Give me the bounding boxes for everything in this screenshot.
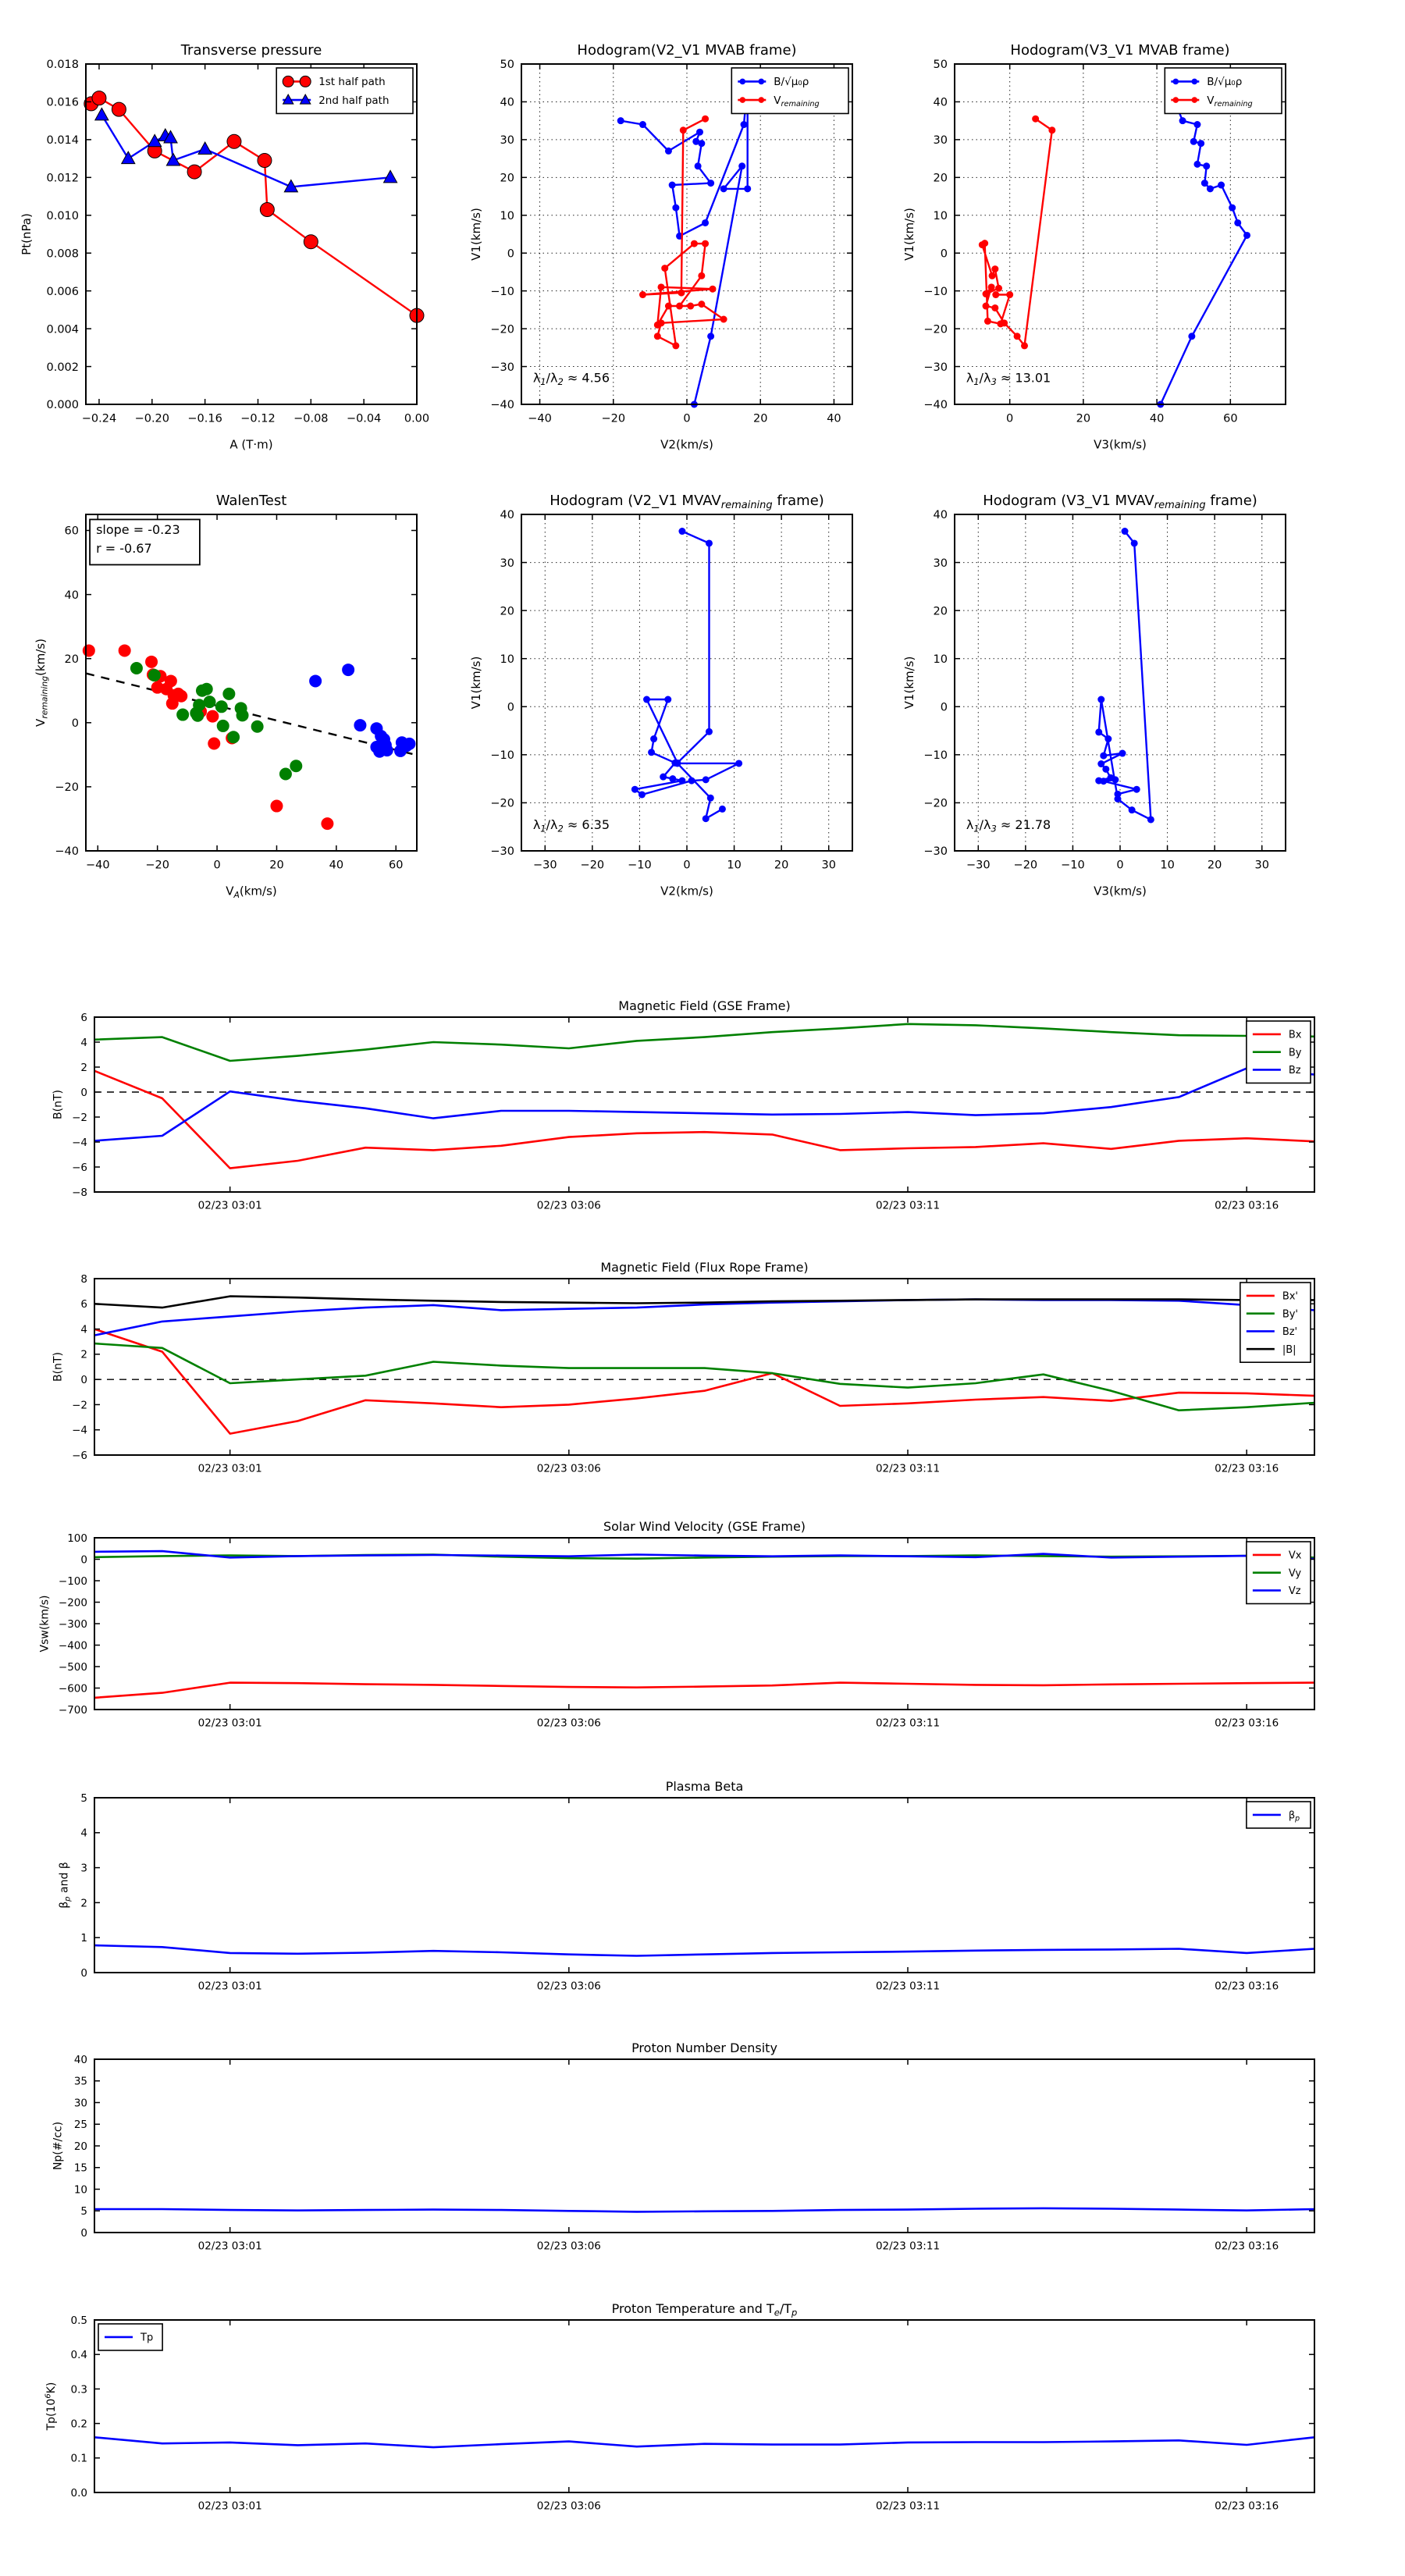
axes: [39, 1519, 1314, 1730]
y-tick-label: 0: [80, 1086, 87, 1099]
y-tick-label: 100: [67, 1532, 87, 1545]
svg-text:r = -0.67: r = -0.67: [96, 541, 152, 557]
legend-label: Vz: [1288, 1585, 1301, 1598]
legend: [1240, 1283, 1311, 1362]
y-axis-label: $Tp(10^6K)$: [44, 2382, 58, 2431]
chart-canvas-mag_gse: [52, 998, 1314, 1212]
axes: [52, 1260, 1314, 1475]
y-tick-label: −300: [58, 1617, 87, 1631]
y-tick-label: 40: [500, 96, 514, 109]
y-tick-label: −10: [923, 285, 948, 298]
y-tick-label: 10: [500, 653, 514, 666]
axes-frame: [86, 64, 417, 404]
y-tick-label: 0.4: [70, 2349, 87, 2362]
y-tick-label: −10: [490, 285, 514, 298]
legend-label: B/√μ₀ρ: [774, 76, 809, 89]
axes-frame: [94, 1798, 1314, 1973]
chart-solar-wind-velocity: [38, 1519, 1314, 1730]
y-tick-label: −20: [55, 781, 79, 795]
y-tick-label: 0.002: [46, 361, 79, 374]
series-b-: [1157, 81, 1253, 407]
x-tick-label: −30: [966, 859, 991, 872]
series-|b|: [94, 1297, 1314, 1308]
series-np: [94, 2208, 1314, 2212]
chart-walen-test: [34, 493, 417, 900]
y-tick-label: 15: [73, 2161, 87, 2175]
x-tick-label: 0: [1006, 412, 1014, 425]
axes: [44, 2301, 1314, 2513]
y-tick-label: −40: [490, 399, 514, 412]
legend: [1165, 68, 1282, 113]
y-axis-label: Pt(nPa): [20, 213, 34, 255]
series-v-hodogram: [631, 528, 742, 822]
legend: [1247, 1802, 1311, 1828]
y-tick-label: 30: [933, 557, 948, 570]
x-tick-label: 02/23 03:06: [536, 2240, 601, 2253]
ticks: [55, 514, 417, 872]
y-axis-label: B(nT): [52, 1090, 65, 1119]
chart-canvas-transverse_pressure: [20, 42, 430, 452]
ticks: [490, 509, 852, 871]
y-tick-label: 50: [500, 59, 514, 72]
y-tick-label: −30: [923, 845, 948, 859]
series-vx: [94, 1683, 1314, 1698]
y-tick-label: 20: [933, 172, 948, 185]
y-tick-label: −30: [490, 361, 514, 374]
legend-label: 1st half path: [318, 76, 386, 89]
y-tick-label: 30: [500, 134, 514, 148]
x-tick-label: 02/23 03:01: [197, 1462, 262, 1475]
x-tick-label: −30: [532, 859, 557, 872]
axes: [902, 493, 1286, 898]
x-tick-label: 40: [329, 859, 344, 872]
legend-label: $\beta_p$: [1288, 1809, 1300, 1823]
y-tick-label: 0.2: [70, 2418, 87, 2431]
x-tick-label: 02/23 03:06: [536, 1980, 601, 1993]
chart-canvas-walen_test: [34, 493, 417, 900]
y-tick-label: 4: [80, 1036, 87, 1049]
legend-label: |B|: [1282, 1343, 1297, 1356]
x-tick-label: −20: [580, 859, 605, 872]
x-tick-label: −0.24: [81, 412, 117, 425]
x-tick-label: 02/23 03:11: [875, 2500, 941, 2513]
y-tick-label: 10: [933, 209, 948, 222]
chart-magnetic-field-gse: [52, 998, 1314, 1212]
y-tick-label: 40: [73, 2053, 87, 2066]
x-tick-label: 02/23 03:01: [197, 2500, 262, 2513]
chart-hodogram-v2v1-mvab: [469, 42, 852, 452]
chart-title: Hodogram (V2_V1 $MVAV_{remaining}$ frame): [550, 493, 824, 511]
y-tick-label: −20: [923, 323, 948, 336]
ticks: [72, 1012, 1314, 1212]
series-v-remaining-: [979, 116, 1056, 350]
y-tick-label: 0: [80, 2226, 87, 2240]
y-tick-label: 0.5: [70, 2314, 87, 2327]
chart-title: Magnetic Field (GSE Frame): [618, 998, 791, 1013]
chart-title: Hodogram(V2_V1 MVAB frame): [577, 42, 797, 59]
x-tick-label: 02/23 03:06: [536, 2500, 601, 2513]
y-tick-label: −20: [490, 797, 514, 810]
chart-title: Magnetic Field (Flux Rope Frame): [600, 1260, 809, 1275]
x-tick-label: −0.08: [293, 412, 329, 425]
chart-title: Hodogram (V3_V1 $MVAV_{remaining}$ frame): [983, 493, 1257, 511]
series-tp: [94, 2437, 1314, 2447]
y-tick-label: 0: [80, 1374, 87, 1387]
y-tick-label: −40: [923, 399, 948, 412]
x-tick-label: 02/23 03:01: [197, 2240, 262, 2253]
y-tick-label: 0.016: [46, 96, 79, 109]
x-tick-label: 02/23 03:01: [197, 1199, 262, 1212]
series-v-hodogram: [1095, 528, 1154, 823]
y-tick-label: −40: [55, 845, 79, 859]
y-tick-label: −700: [58, 1703, 87, 1717]
x-tick-label: 0: [213, 859, 221, 872]
y-tick-label: −30: [490, 845, 514, 859]
chart-canvas-tp: [44, 2301, 1314, 2513]
x-tick-label: 20: [1076, 412, 1091, 425]
series-2nd-half: [309, 664, 415, 758]
x-tick-label: −20: [1013, 859, 1038, 872]
axes: [34, 493, 417, 900]
chart-hodogram-v2v1-mvav: [469, 493, 852, 898]
chart-title: Proton Number Density: [631, 2041, 777, 2055]
series-by': [94, 1343, 1314, 1411]
chart-title: Transverse pressure: [180, 42, 322, 59]
legend-label: By': [1282, 1308, 1299, 1321]
axes-frame: [955, 64, 1286, 404]
chart-canvas-vsw: [38, 1519, 1314, 1730]
y-tick-label: 30: [933, 134, 948, 148]
x-tick-label: 20: [269, 859, 284, 872]
chart-canvas-mag_fr: [52, 1260, 1314, 1475]
x-tick-label: 02/23 03:06: [536, 1462, 601, 1475]
chart-hodogram-v3v1-mvav: [902, 493, 1286, 898]
y-tick-label: 30: [73, 2097, 87, 2110]
y-tick-label: 0.0: [70, 2486, 87, 2500]
legend-label: $V_{remaining}$: [774, 94, 820, 109]
axes: [902, 42, 1286, 452]
y-tick-label: 3: [80, 1862, 87, 1875]
y-tick-label: 8: [80, 1272, 87, 1286]
ticks: [71, 2314, 1314, 2513]
axes: [52, 2041, 1314, 2253]
x-tick-label: 02/23 03:16: [1215, 1717, 1279, 1730]
x-tick-label: 60: [389, 859, 404, 872]
chart-canvas-hodogram_v3v1_mvab: [902, 42, 1286, 452]
series-bz: [94, 1069, 1314, 1141]
x-tick-label: 02/23 03:06: [536, 1717, 601, 1730]
x-tick-label: 0: [683, 859, 691, 872]
axes: [469, 493, 852, 898]
y-tick-label: 50: [933, 59, 948, 72]
chart-title: Plasma Beta: [665, 1779, 744, 1794]
x-tick-label: 40: [827, 412, 841, 425]
axes: [52, 998, 1314, 1212]
x-tick-label: 40: [1149, 412, 1165, 425]
y-tick-label: 40: [500, 509, 514, 522]
x-tick-label: −20: [601, 412, 626, 425]
y-tick-label: 60: [64, 525, 79, 538]
x-tick-label: 02/23 03:11: [875, 1980, 941, 1993]
x-tick-label: −0.12: [240, 412, 276, 425]
x-tick-label: 20: [752, 412, 768, 425]
y-axis-label: $V_{remaining}(km/s)$: [34, 639, 50, 727]
annotation: $\lambda_1/\lambda_3 \approx 13.01$: [966, 370, 1051, 388]
y-tick-label: −10: [923, 749, 948, 763]
x-axis-label: $V_A(km/s)$: [226, 884, 277, 900]
series-2nd-half-path: [95, 108, 397, 192]
x-tick-label: 02/23 03:16: [1215, 1462, 1279, 1475]
x-tick-label: 02/23 03:16: [1215, 1199, 1279, 1212]
legend-label: Tp: [140, 2332, 154, 2344]
chart-canvas-hodogram_v2v1_mvav: [469, 493, 852, 898]
y-tick-label: 10: [933, 653, 948, 666]
y-tick-label: 0: [80, 1966, 87, 1980]
x-tick-label: 02/23 03:11: [875, 1462, 941, 1475]
series-1st-half: [83, 644, 334, 830]
x-tick-label: 10: [727, 859, 742, 872]
legend-label: Vx: [1288, 1550, 1302, 1562]
y-tick-label: 1: [80, 1932, 87, 1945]
legend: [731, 68, 848, 113]
axes: [59, 1779, 1314, 1993]
series-by: [94, 1024, 1314, 1061]
x-tick-label: 60: [1223, 412, 1238, 425]
ticks: [74, 2054, 1314, 2253]
y-tick-label: 30: [500, 557, 514, 570]
grid: [521, 514, 852, 851]
x-tick-label: 02/23 03:16: [1215, 2240, 1279, 2253]
svg-text:slope = -0.23: slope = -0.23: [96, 522, 180, 538]
legend: [98, 2324, 162, 2350]
chart-hodogram-v3v1-mvab: [902, 42, 1286, 452]
chart-title: Hodogram(V3_V1 MVAB frame): [1010, 42, 1230, 59]
series-bx: [94, 1071, 1314, 1169]
y-tick-label: 40: [933, 509, 948, 522]
y-tick-label: 5: [80, 2205, 87, 2218]
x-tick-label: 02/23 03:11: [875, 1717, 941, 1730]
y-tick-label: 0.012: [46, 172, 79, 185]
legend-label: Bx': [1282, 1290, 1299, 1303]
ticks: [923, 509, 1286, 871]
x-tick-label: −10: [628, 859, 652, 872]
legend: [1247, 1021, 1311, 1083]
x-tick-label: 02/23 03:01: [197, 1980, 262, 1993]
chart-title: Proton Temperature and $T_e/T_p$: [611, 2301, 798, 2318]
y-tick-label: 40: [933, 96, 948, 109]
y-axis-label: V1(km/s): [469, 208, 484, 261]
y-tick-label: 6: [80, 1298, 87, 1311]
y-tick-label: 4: [80, 1323, 87, 1336]
y-tick-label: −200: [58, 1596, 87, 1610]
y-tick-label: −6: [72, 1449, 87, 1462]
legend-label: Bx: [1288, 1029, 1302, 1041]
y-tick-label: 0.018: [46, 59, 79, 72]
x-tick-label: −0.04: [346, 412, 382, 425]
y-tick-label: 0.008: [46, 247, 79, 261]
y-tick-label: −2: [72, 1399, 87, 1412]
y-tick-label: 0.010: [46, 209, 79, 222]
x-tick-label: −40: [85, 859, 110, 872]
y-tick-label: 10: [73, 2183, 87, 2197]
y-tick-label: 0: [80, 1553, 87, 1567]
y-tick-label: −400: [58, 1639, 87, 1653]
x-tick-label: −0.20: [134, 412, 170, 425]
grid: [521, 64, 852, 404]
legend-label: B/√μ₀ρ: [1207, 76, 1243, 89]
y-tick-label: −8: [72, 1186, 87, 1199]
legend: [276, 68, 413, 113]
y-tick-label: −100: [58, 1574, 87, 1588]
y-axis-label: $\beta_p$ and β: [58, 1862, 73, 1909]
x-tick-label: 0.00: [404, 412, 430, 425]
y-tick-label: 0: [71, 717, 79, 731]
y-tick-label: 35: [73, 2075, 87, 2088]
x-axis-label: V3(km/s): [1094, 884, 1147, 898]
y-axis-label: Vsw(km/s): [38, 1595, 52, 1653]
y-tick-label: −20: [490, 323, 514, 336]
x-tick-label: 02/23 03:16: [1215, 1980, 1279, 1993]
y-tick-label: −500: [58, 1660, 87, 1674]
y-tick-label: 0: [940, 247, 948, 261]
grid: [955, 64, 1286, 404]
y-tick-label: −4: [72, 1424, 87, 1437]
y-tick-label: 0: [507, 701, 514, 714]
x-tick-label: 02/23 03:16: [1215, 2500, 1279, 2513]
axes-frame: [521, 64, 852, 404]
y-tick-label: 0.3: [70, 2383, 87, 2396]
x-tick-label: −40: [528, 412, 552, 425]
x-axis-label: V2(km/s): [660, 437, 713, 452]
y-tick-label: 0: [940, 701, 948, 714]
y-tick-label: 0.004: [46, 323, 79, 336]
y-tick-label: 5: [80, 1791, 87, 1805]
y-axis-label: V1(km/s): [902, 656, 917, 710]
y-axis-label: V1(km/s): [902, 208, 917, 261]
x-axis-label: A (T·m): [229, 437, 273, 452]
y-tick-label: 40: [64, 589, 79, 602]
y-tick-label: 2: [80, 1897, 87, 1910]
y-tick-label: 20: [500, 172, 514, 185]
axes: [20, 42, 429, 452]
y-tick-label: 20: [73, 2140, 87, 2153]
ticks: [59, 1532, 1314, 1730]
y-tick-label: 0.006: [46, 285, 79, 298]
annotation: $\lambda_1/\lambda_2 \approx 6.35$: [532, 817, 610, 834]
chart-magnetic-field-flux-rope: [52, 1260, 1314, 1475]
x-tick-label: 02/23 03:11: [875, 2240, 941, 2253]
x-tick-label: 30: [1254, 859, 1269, 872]
y-tick-label: 25: [73, 2119, 87, 2132]
y-axis-label: Np(#/cc): [52, 2121, 65, 2171]
chart-title: WalenTest: [215, 493, 287, 509]
y-tick-label: −4: [72, 1136, 87, 1149]
x-tick-label: −0.16: [187, 412, 222, 425]
y-axis-label: B(nT): [52, 1352, 65, 1382]
series-1st-half-path: [84, 91, 424, 323]
x-tick-label: 20: [774, 859, 789, 872]
series--p: [94, 1945, 1314, 1955]
y-tick-label: 20: [500, 605, 514, 618]
chart-canvas-np: [52, 2041, 1314, 2253]
legend-label: Bz: [1288, 1065, 1301, 1077]
x-tick-label: 30: [821, 859, 836, 872]
axes: [469, 42, 852, 452]
legend-label: Bz': [1282, 1326, 1298, 1339]
y-tick-label: 20: [933, 605, 948, 618]
legend-label: By: [1288, 1047, 1302, 1059]
y-tick-label: 10: [500, 209, 514, 222]
x-tick-label: 02/23 03:06: [536, 1199, 601, 1212]
x-tick-label: −20: [145, 859, 169, 872]
y-axis-label: V1(km/s): [469, 656, 484, 710]
y-tick-label: −6: [72, 1161, 87, 1174]
chart-transverse-pressure: [20, 42, 430, 452]
legend-label: $V_{remaining}$: [1207, 94, 1253, 109]
chart-canvas-hodogram_v3v1_mvav: [902, 493, 1286, 898]
x-tick-label: 0: [683, 412, 691, 425]
axes-frame: [94, 2320, 1314, 2492]
y-tick-label: 2: [80, 1348, 87, 1361]
x-axis-label: V2(km/s): [660, 884, 713, 898]
x-tick-label: 02/23 03:01: [197, 1717, 262, 1730]
y-tick-label: −2: [72, 1111, 87, 1124]
y-tick-label: −30: [923, 361, 948, 374]
legend-label: 2nd half path: [318, 94, 389, 107]
y-tick-label: −600: [58, 1682, 87, 1695]
y-tick-label: −10: [490, 749, 514, 763]
annotation-box: [90, 519, 200, 564]
series-bz': [94, 1300, 1314, 1339]
chart-title: Solar Wind Velocity (GSE Frame): [603, 1519, 806, 1534]
annotation: $\lambda_1/\lambda_3 \approx 21.78$: [966, 817, 1051, 834]
legend-label: Vy: [1288, 1567, 1302, 1580]
chart-proton-temperature: [44, 2301, 1314, 2513]
series-fit: [86, 674, 417, 756]
x-tick-label: 10: [1160, 859, 1175, 872]
axes-frame: [94, 2059, 1314, 2233]
y-tick-label: 2: [80, 1061, 87, 1074]
x-tick-label: −10: [1061, 859, 1085, 872]
y-tick-label: 0.1: [70, 2452, 87, 2465]
y-tick-label: 0: [507, 247, 514, 261]
y-tick-label: −20: [923, 797, 948, 810]
y-tick-label: 0.000: [46, 399, 79, 412]
x-tick-label: 20: [1207, 859, 1222, 872]
chart-proton-number-density: [52, 2041, 1314, 2253]
x-tick-label: 0: [1116, 859, 1124, 872]
x-tick-label: 02/23 03:11: [875, 1199, 941, 1212]
y-tick-label: 4: [80, 1827, 87, 1840]
chart-plasma-beta: [58, 1779, 1314, 1993]
y-tick-label: 20: [64, 653, 79, 666]
y-tick-label: 0.014: [46, 134, 79, 148]
y-tick-label: 6: [80, 1011, 87, 1024]
ticks: [80, 1792, 1314, 1993]
x-axis-label: V3(km/s): [1094, 437, 1147, 452]
legend: [1247, 1542, 1311, 1603]
chart-canvas-hodogram_v2v1_mvab: [469, 42, 852, 452]
annotation: $\lambda_1/\lambda_2 \approx 4.56$: [532, 370, 610, 388]
